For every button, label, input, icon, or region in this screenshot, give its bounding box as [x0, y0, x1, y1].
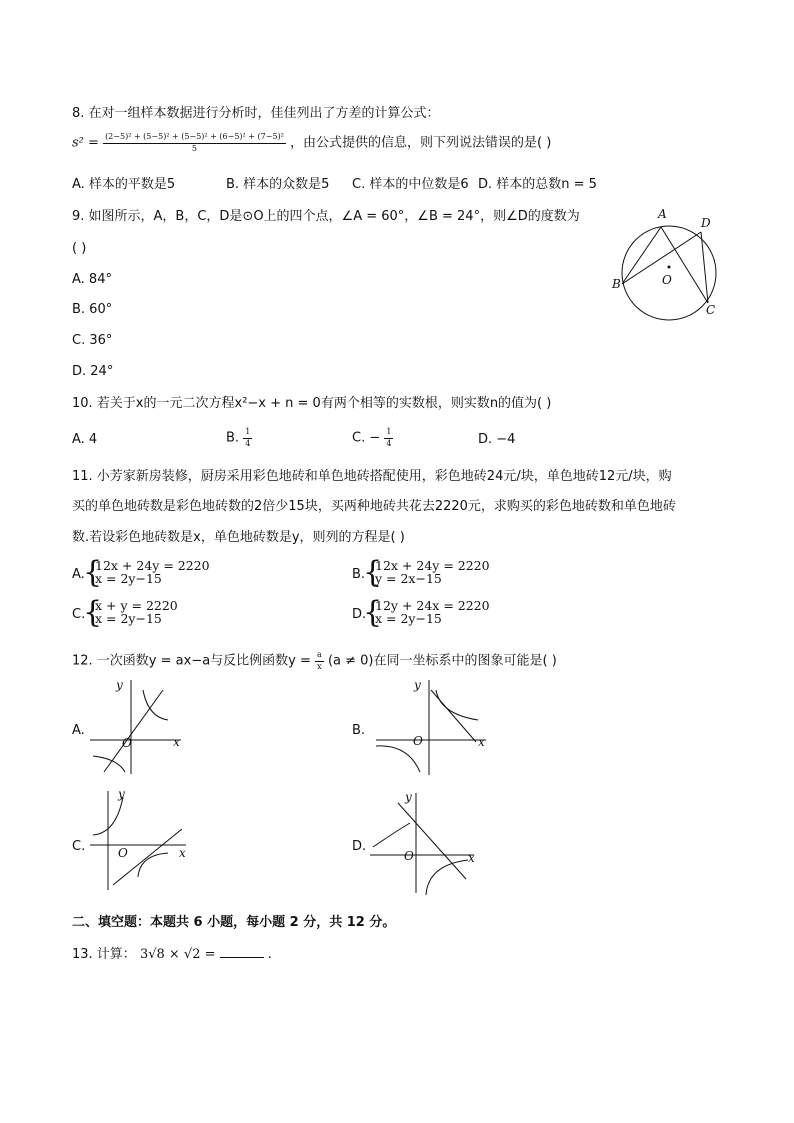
q13-answer-blank	[220, 945, 264, 958]
q11-option-c-eq1: x + y = 2220	[95, 598, 178, 613]
q10-option-d: D. −4	[478, 432, 516, 447]
svg-text:y: y	[118, 787, 125, 801]
q11-option-d-brace: {	[363, 595, 383, 630]
q9-option-d: D. 24°	[72, 364, 114, 379]
label-b: B	[612, 277, 621, 291]
q11-option-b-system	[375, 559, 490, 585]
hyperbola-branch-2	[376, 746, 420, 772]
q11-option-d-eq2: x = 2y−15	[375, 611, 442, 626]
q11-option-a-eq1: 12x + 24y = 2220	[95, 558, 210, 573]
q13-prefix: 13. 计算：	[72, 947, 136, 962]
svg-text:O: O	[413, 734, 423, 748]
q9-stem: 9. 如图所示，A，B，C，D是⊙O上的四个点，∠A = 60°，∠B = 24°，则∠D的度数为	[72, 209, 580, 224]
q10-option-c	[352, 427, 393, 449]
q13-expression: 3√8 × √2 =	[139, 947, 216, 962]
hyperbola-branch-2	[93, 756, 125, 772]
q11-option-c-eq2: x = 2y−15	[95, 611, 162, 626]
hyperbola-branch-1	[436, 690, 478, 720]
q10-option-c-prefix: C. −	[352, 430, 381, 446]
q11-option-d-eq1: 12y + 24x = 2220	[375, 598, 490, 613]
q9-option-a: A. 84°	[72, 272, 112, 287]
q12-graph-a	[88, 672, 193, 782]
q8-option-d: D. 样本的总数n = 5	[478, 177, 597, 192]
line-graph	[104, 690, 163, 772]
q11-option-d-system	[375, 599, 490, 625]
q10-option-b-fraction	[243, 427, 252, 449]
label-a: A	[658, 207, 667, 221]
svg-text:x: x	[478, 735, 485, 749]
q12-graph-b	[368, 672, 488, 782]
q11-option-b-eq1: 12x + 24y = 2220	[375, 558, 490, 573]
q10-option-b-prefix: B.	[226, 430, 240, 446]
hyperbola-branch-2	[138, 853, 168, 877]
q8-formula-denominator: 5	[191, 144, 198, 153]
q9-option-c: C. 36°	[72, 333, 113, 348]
svg-text:y: y	[116, 678, 123, 692]
svg-text:x: x	[173, 735, 180, 749]
q12-graph-c	[88, 785, 198, 895]
q12-stem	[72, 650, 557, 672]
q11-option-a-brace: {	[83, 555, 103, 590]
q12-frac-den: x	[317, 662, 322, 671]
q11-option-a-label: A.	[72, 567, 85, 582]
q10-option-c-fraction	[384, 427, 393, 449]
q12-stem-fraction	[315, 650, 324, 672]
q8-formula-numerator: (2−5)² + (5−5)² + (5−5)² + (6−5)² + (7−5)²	[103, 132, 286, 144]
hyperbola-branch-1	[373, 823, 410, 847]
q12-stem-a: 12. 一次函数y = ax−a与反比例函数y =	[72, 653, 311, 669]
q12-graph-d	[368, 785, 483, 897]
label-c: C	[706, 303, 716, 317]
svg-text:O: O	[404, 849, 414, 863]
q9-paren: ( )	[72, 241, 87, 256]
center-point	[668, 266, 671, 269]
q10-option-c-num: 1	[384, 427, 393, 439]
svg-text:x: x	[179, 846, 186, 860]
label-d: D	[701, 216, 711, 230]
q11-option-b-label: B.	[352, 567, 366, 582]
q11-option-a-system	[95, 559, 210, 585]
q10-option-b	[226, 427, 252, 449]
q10-option-b-den: 4	[245, 439, 251, 448]
q8-formula-tail: ，由公式提供的信息，则下列说法错误的是( )	[290, 135, 552, 151]
q11-line3: 数.若设彩色地砖数是x，单色地砖数是y，则列的方程是( )	[72, 530, 405, 545]
q11-line1: 11. 小芳家新房装修，厨房采用彩色地砖和单色地砖搭配使用，彩色地砖24元/块，单色地砖12元/块，购	[72, 469, 672, 484]
q12-option-a-label: A.	[72, 723, 85, 738]
label-o: O	[662, 273, 672, 287]
q13-stem	[72, 945, 272, 964]
q8-formula-fraction	[103, 132, 286, 154]
q9-option-b: B. 60°	[72, 302, 113, 317]
hyperbola-branch-1	[143, 690, 168, 720]
svg-text:O: O	[118, 846, 128, 860]
q11-line2: 买的单色地砖数是彩色地砖数的2倍少15块，买两种地砖共花去2220元，求购买的彩色地砖数和单色地砖	[72, 499, 676, 514]
q12-frac-num: a	[315, 650, 324, 662]
svg-text:y: y	[405, 790, 412, 804]
hyperbola-branch-2	[426, 860, 468, 895]
q11-option-a-eq2: x = 2y−15	[95, 571, 162, 586]
svg-text:O: O	[122, 736, 132, 750]
q11-option-c-brace: {	[83, 595, 103, 630]
q11-option-b-eq2: y = 2x−15	[375, 571, 442, 586]
line-graph	[431, 690, 476, 742]
q11-option-d-label: D.	[352, 607, 367, 622]
q12-stem-b: (a ≠ 0)在同一坐标系中的图象可能是( )	[327, 653, 557, 669]
q10-option-a: A. 4	[72, 432, 98, 447]
q13-end: .	[267, 947, 272, 962]
q8-option-c: C. 样本的中位数是6	[352, 177, 469, 192]
q11-option-b-brace: {	[363, 555, 383, 590]
q8-formula	[72, 132, 551, 154]
q8-option-b: B. 样本的众数是5	[226, 177, 330, 192]
q9-circle-figure	[605, 200, 735, 325]
q11-option-c-system	[95, 599, 178, 625]
q8-stem: 8. 在对一组样本数据进行分析时，佳佳列出了方差的计算公式：	[72, 106, 440, 121]
q8-option-a: A. 样本的平数是5	[72, 177, 176, 192]
q12-option-d-label: D.	[352, 839, 367, 854]
svg-text:y: y	[414, 678, 421, 692]
q8-formula-lhs: s² =	[72, 135, 99, 151]
chord-ab	[622, 227, 661, 284]
svg-text:x: x	[468, 851, 475, 865]
section-2-title: 二、填空题：本题共 6 小题，每小题 2 分，共 12 分。	[72, 915, 396, 930]
q12-option-b-label: B.	[352, 723, 366, 738]
q11-option-c-label: C.	[72, 607, 86, 622]
line-graph	[398, 803, 466, 879]
q10-stem: 10. 若关于x的一元二次方程x²−x + n = 0有两个相等的实数根，则实数n的值为( )	[72, 396, 552, 411]
q10-option-b-num: 1	[243, 427, 252, 439]
q12-option-c-label: C.	[72, 839, 86, 854]
q10-option-c-den: 4	[386, 439, 392, 448]
